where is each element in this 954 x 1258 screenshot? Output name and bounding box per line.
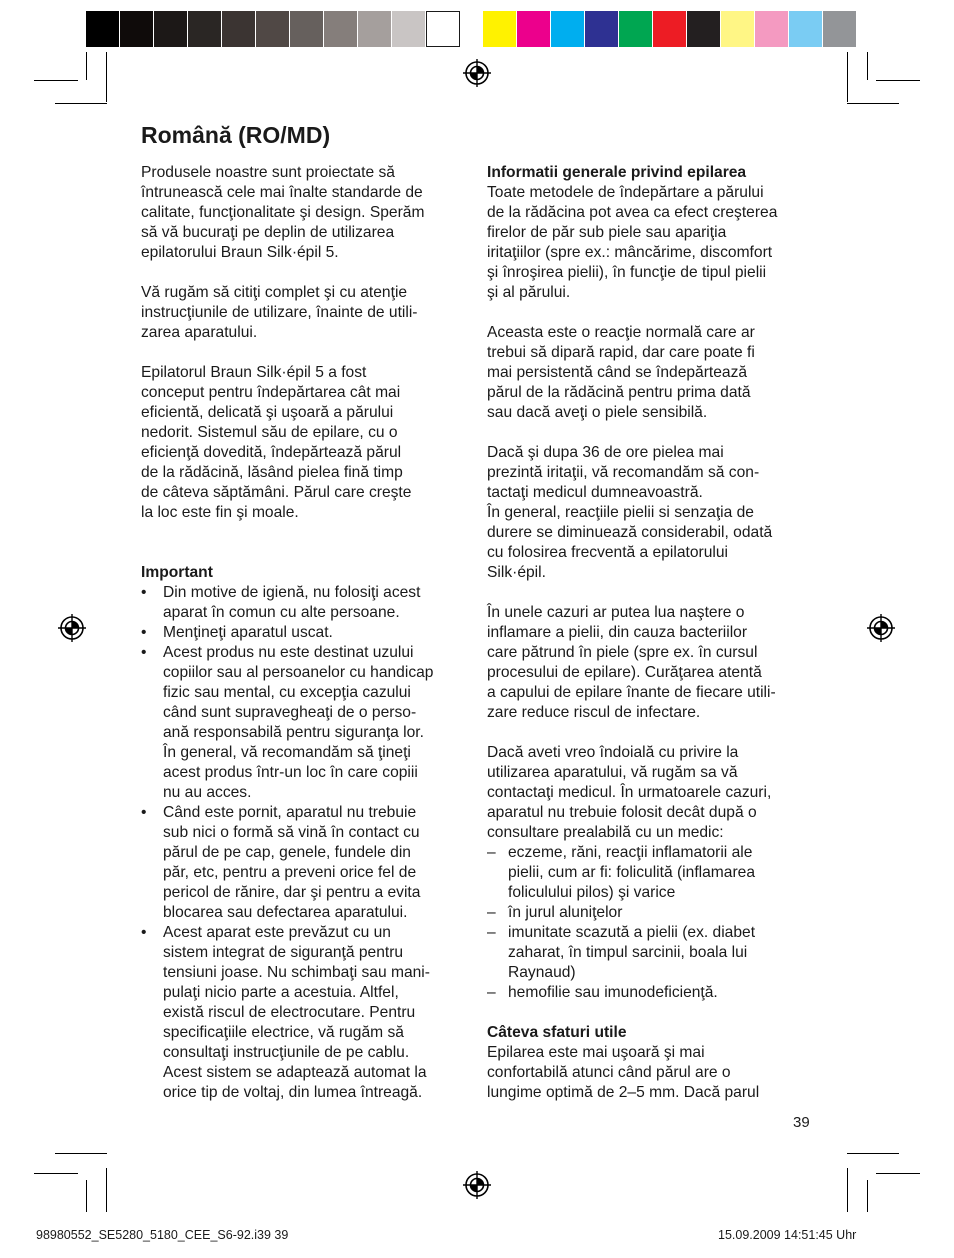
process-color-bar	[483, 11, 857, 47]
intro-paragraph: Produsele noastre sunt proiectate să întrunească cele mai înalte standarde de calitate, funcţionalitate şi design. Sperăm să vă bucuraţi pe deplin de utilizarea epilatorului Braun Silk·épil 5.	[141, 164, 425, 261]
general-info-heading: Informatii generale privind epilarea	[487, 164, 747, 181]
color-swatch	[256, 11, 290, 47]
color-swatch	[358, 11, 392, 47]
color-swatch	[222, 11, 256, 47]
registration-mark-icon	[58, 614, 86, 642]
color-swatch	[721, 11, 755, 47]
paragraph: Epilarea este mai uşoară şi mai confortabilă atunci când părul are o lungime optimă de 2–5 mm. Dacă parul	[487, 1044, 760, 1101]
crop-mark	[847, 1168, 848, 1212]
color-swatch	[324, 11, 358, 47]
list-item: – eczeme, răni, reacţii inflamatorii ale pielii, cum ar fi: foliculită (inflamarea foliculului pilos) şi varice	[487, 843, 819, 903]
list-item: – hemofilie sau imunodeficienţă.	[487, 983, 819, 1003]
epilator-description-paragraph: Epilatorul Braun Silk·épil 5 a fost conceput pentru îndepărtarea cât mai eficientă, delicată şi uşoară a părului nedorit. Sistemul său de epilare, cu o eficienţă dovedită, îndepărtează părul de la rădăcină, lăsând pielea fină timp de câteva săptămâni. Părul care creşte la loc este fin şi moale.	[141, 364, 412, 521]
crop-mark	[867, 1180, 868, 1212]
color-swatch	[188, 11, 222, 47]
color-swatch	[120, 11, 154, 47]
crop-mark	[847, 103, 899, 104]
crop-mark	[34, 1173, 78, 1174]
list-item: – în jurul aluniţelor	[487, 903, 819, 923]
paragraph: Dacă şi dupa 36 de ore pielea mai prezintă iritaţii, vă recomandăm să con- tactaţi medicul dumneavoastră. În general, reacţiile pielii si senzaţia de durere se diminuează considerabil, odată cu folosirea frecventă a epilatorului Silk·épil.	[487, 444, 773, 581]
grayscale-color-bar	[86, 11, 460, 47]
paragraph: În unele cazuri ar putea lua naştere o inflamare a pielii, din cauza bacteriilor care pătrund în piele (spre ex. în cursul procesului de epilare). Curăţarea atentă a capului de epilare înante de fiecare utili- zare reduce riscul de infectare.	[487, 604, 776, 721]
page-title: Română (RO/MD)	[141, 122, 331, 148]
list-item: • Când este pornit, aparatul nu trebuie sub nici o formă să vină în contact cu părul de pe cap, genele, fundele din păr, etc, pentru a preveni orice fel de pericol de rănire, dar şi pentru a evita blocarea sau defectarea aparatului.	[141, 803, 471, 923]
color-swatch	[517, 11, 551, 47]
color-swatch	[823, 11, 857, 47]
color-swatch	[789, 11, 823, 47]
list-item: • Acest produs nu este destinat uzului copiilor sau al persoanelor cu handicap fizic sau mental, cu excepţia cazului când sunt supravegheaţi de o perso- ană responsabilă pentru siguranţa lor. În general, vă recomandăm să ţineţi acest produs într-un loc în care copiii nu au acces.	[141, 643, 471, 803]
color-swatch	[687, 11, 721, 47]
color-swatch	[426, 11, 460, 47]
registration-mark-icon	[463, 59, 491, 87]
footer-timestamp: 15.09.2009 14:51:45 Uhr	[718, 1228, 857, 1242]
color-swatch	[154, 11, 188, 47]
crop-mark	[867, 52, 868, 80]
crop-mark	[86, 1180, 87, 1212]
list-item: • Din motive de igienă, nu folosiţi acest aparat în comun cu alte persoane.	[141, 583, 471, 623]
page-number: 39	[793, 1114, 810, 1131]
color-swatch	[483, 11, 517, 47]
crop-mark	[106, 1168, 107, 1212]
list-item: – imunitate scazută a pielii (ex. diabet zaharat, în timpul sarcinii, boala lui Raynaud)	[487, 923, 819, 983]
crop-mark	[847, 52, 848, 102]
footer-filename: 98980552_SE5280_5180_CEE_S6-92.i39 39	[36, 1228, 289, 1242]
useful-tips-heading: Câteva sfaturi utile	[487, 1024, 627, 1041]
color-swatch	[585, 11, 619, 47]
registration-mark-icon	[867, 614, 895, 642]
color-swatch	[86, 11, 120, 47]
important-list	[141, 583, 471, 1103]
color-swatch	[619, 11, 653, 47]
read-instructions-paragraph: Vă rugăm să citiţi complet şi cu atenţie instrucţiunile de utilizare, înainte de utili- zarea aparatului.	[141, 284, 418, 341]
crop-mark	[34, 80, 78, 81]
conditions-list	[487, 843, 819, 1003]
color-swatch	[755, 11, 789, 47]
crop-mark	[55, 1153, 107, 1154]
list-item: • Menţineţi aparatul uscat.	[141, 623, 471, 643]
paragraph: Dacă aveti vreo îndoială cu privire la utilizarea aparatului, vă rugăm sa vă contactaţi medicul. În urmatoarele cazuri, aparatul nu trebuie folosit decât după o consultare prealabilă cu un medic:	[487, 744, 772, 841]
crop-mark	[86, 52, 87, 80]
crop-mark	[876, 80, 920, 81]
list-item: • Acest aparat este prevăzut cu un sistem integrat de siguranţă pentru tensiuni joase. Nu schimbaţi sau mani- pulaţi nicio parte a acestuia. Altfel, există riscul de electrocutare. Pentru specificaţiile electrice, vă rugăm să consultaţi instrucţiunile de pe cablu. Acest sistem se adaptează automat la orice tip de voltaj, din lumea întreagă.	[141, 923, 471, 1103]
important-heading: Important	[141, 564, 213, 581]
color-swatch	[551, 11, 585, 47]
color-swatch	[290, 11, 324, 47]
paragraph: Aceasta este o reacţie normală care ar trebui să dipară rapid, dar care poate fi mai persistentă când se îndepărtează părul de la rădăcină pentru prima dată sau dacă aveţi o piele sensibilă.	[487, 324, 755, 421]
color-swatch	[653, 11, 687, 47]
right-column	[487, 163, 819, 1103]
crop-mark	[876, 1173, 920, 1174]
crop-mark	[55, 103, 107, 104]
paragraph: Toate metodele de îndepărtare a părului de la rădăcina pot avea ca efect creşterea firelor de păr sub piele sau apariţia iritaţiilor (spre ex.: mâncărime, discomfort şi înroşirea pielii), în funcţie de tipul pielii şi al părului.	[487, 184, 778, 301]
crop-mark	[106, 52, 107, 102]
crop-mark	[847, 1153, 899, 1154]
left-column	[141, 163, 471, 1103]
registration-mark-icon	[463, 1171, 491, 1199]
color-swatch	[392, 11, 426, 47]
